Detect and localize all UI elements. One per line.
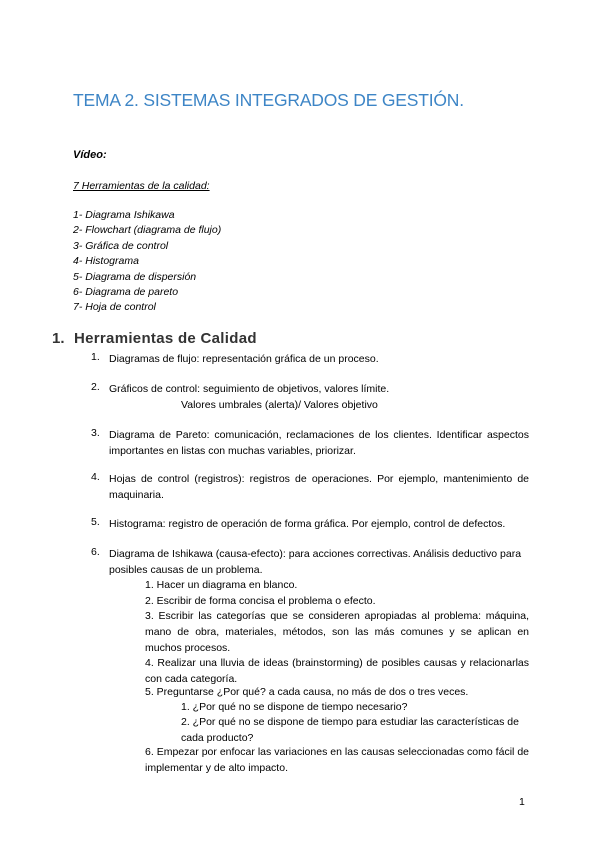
- item-number: 2.: [91, 381, 100, 393]
- list-item: 3- Gráfica de control: [73, 239, 169, 252]
- step-item: 5. Preguntarse ¿Por qué? a cada causa, no más de dos o tres veces.: [145, 686, 469, 698]
- list-item: 1- Diagrama Ishikawa: [73, 209, 175, 221]
- substep-item: 2. ¿Por qué no se dispone de tiempo para estudiar las características de cada producto?: [181, 716, 519, 744]
- item-extra-text: Valores umbrales (alerta)/ Valores objetivo: [181, 399, 378, 411]
- step-item: 1. Hacer un diagrama en blanco.: [145, 579, 298, 591]
- page-number: 1: [519, 796, 525, 808]
- item-text: Diagrama de Ishikawa (causa-efecto): para acciones correctivas. Análisis deductivo para posibles causas de un problema.: [109, 548, 522, 576]
- item-text: Histograma: registro de operación de forma gráfica. Por ejemplo, control de defectos.: [109, 518, 506, 530]
- substep-item: 1. ¿Por qué no se dispone de tiempo necesario?: [181, 701, 408, 713]
- item-text: Gráficos de control: seguimiento de objetivos, valores límite.: [109, 383, 390, 395]
- step-item: 4. Realizar una lluvia de ideas (brainstorming) de posibles causas y relacionarlas con cada categoría.: [145, 657, 529, 685]
- step-item: 6. Empezar por enfocar las variaciones en las causas seleccionadas como fácil de implementar y de alto impacto.: [145, 746, 529, 774]
- list-item: 5- Diagrama de dispersión: [73, 270, 197, 283]
- video-subtitle: 7 Herramientas de la calidad:: [73, 180, 210, 192]
- video-list: [73, 208, 221, 316]
- item-text: Diagramas de flujo: representación gráfica de un proceso.: [109, 353, 379, 365]
- step-item: 3. Escribir las categorías que se consideren apropiadas al problema: máquina, mano de obra, materiales, métodos, son las más comunes y se aplican en muchos procesos.: [145, 610, 529, 654]
- page-title: TEMA 2. SISTEMAS INTEGRADOS DE GESTIÓN.: [73, 90, 464, 110]
- list-item: 4- Histograma: [73, 255, 139, 268]
- item-number: 6.: [91, 546, 100, 558]
- list-item: 2- Flowchart (diagrama de flujo): [73, 224, 222, 237]
- item-number: 4.: [91, 471, 100, 483]
- item-number: 3.: [91, 427, 100, 439]
- section-number: 1.: [52, 330, 65, 347]
- step-item: 2. Escribir de forma concisa el problema o efecto.: [145, 595, 376, 607]
- list-item: 6- Diagrama de pareto: [73, 285, 179, 298]
- list-item: 7- Hoja de control: [73, 301, 156, 314]
- item-number: 1.: [91, 351, 100, 363]
- item-text: Hojas de control (registros): registros de operaciones. Por ejemplo, mantenimiento de maquinaria.: [109, 473, 529, 501]
- item-number: 5.: [91, 516, 100, 528]
- section-heading: Herramientas de Calidad: [74, 330, 257, 347]
- video-label: Vídeo:: [73, 149, 107, 161]
- item-text: Diagrama de Pareto: comunicación, reclamaciones de los clientes. Identificar aspectos importantes en listas con muchas variables, priorizar.: [109, 429, 529, 457]
